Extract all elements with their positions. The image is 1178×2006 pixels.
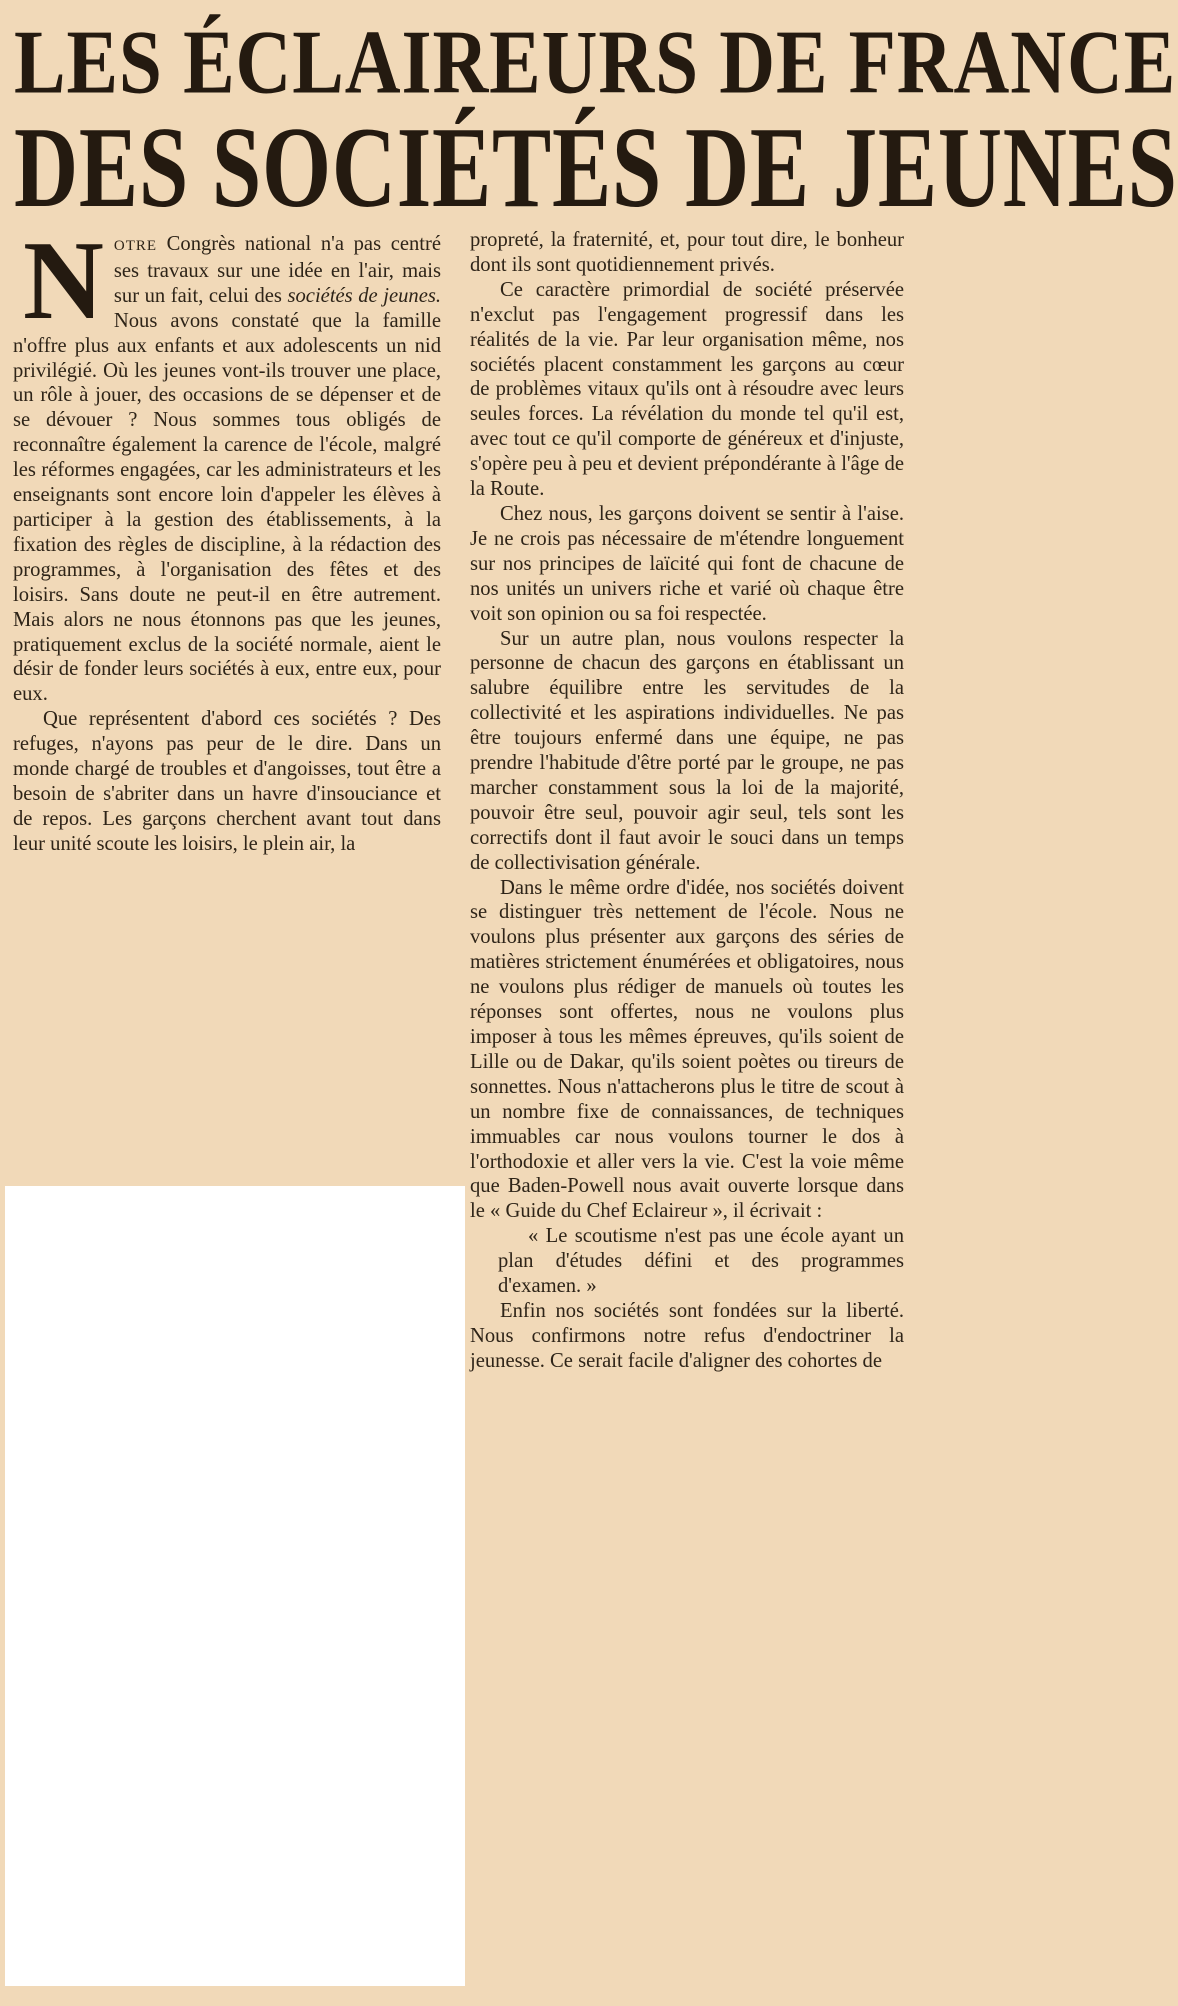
paragraph: Que représentent d'abord ces sociétés ? Des refuges, n'ayons pas peur de le dire. Dans un monde chargé de troubles et d'angoisses, tout être a besoin de s'abriter dans un havre d'insouciance et de repos. Les garçons cherchent avant tout dans leur unité scoute les loisirs, le plein air, la <box>13 708 441 855</box>
blank-area <box>5 1186 465 1986</box>
block-quote: « Le scoutisme n'est pas une école ayant un plan d'études défini et des programmes d'examen. » <box>498 1225 904 1298</box>
paragraph: Sur un autre plan, nous voulons respecter la personne de chacun des garçons en établissant un salubre équilibre entre les servitudes de la collectivité et les aspirations individuelles. Ne pas être toujours enfermé dans une équipe, ne pas prendre l'habitude d'être porté par le groupe, ne pas marcher constamment sous la loi de la majorité, pouvoir être seul, pouvoir agir seul, tels sont les correctifs dont il faut avoir le souci dans un temps de collectivisation générale. <box>470 627 904 874</box>
drop-cap: N <box>23 219 104 343</box>
paragraph: propreté, la fraternité, et, pour tout dire, le bonheur dont ils sont quotidiennement privés. <box>470 229 904 276</box>
paragraph-text: Nous avons constaté que la famille n'offre plus aux enfants et aux adolescents un nid privilégié. Où les jeunes vont-ils trouver une place, un rôle à jouer, des occasions de se dépenser et de se dévouer ? Nous sommes tous obligés de reconnaître également la carence de l'école, malgré les réformes engagées, car les administrateurs et les enseignants sont encore loin d'appeler les élèves à participer à la gestion des établissements, à la fixation des règles de discipline, à la rédaction des programmes, à l'organisation des fêtes et des loisirs. Sans doute ne peut-il en être autrement. Mais alors ne nous étonnons pas que les jeunes, pratiquement exclus de la société normale, aient le désir de fonder leurs sociétés à eux, entre eux, pour eux. <box>13 309 441 706</box>
paragraph <box>13 219 441 707</box>
paragraph: Chez nous, les garçons doivent se sentir à l'aise. Je ne crois pas nécessaire de m'étendre longuement sur nos principes de laïcité qui font de chacune de nos unités un univers riche et varié où chaque être voit son opinion ou sa foi respectée. <box>470 502 904 625</box>
article-column-1 <box>13 219 441 857</box>
paragraph: Ce caractère primordial de société préservée n'exclut pas l'engagement progressif dans les réalités de la vie. Par leur organisation même, nos sociétés placent constamment les garçons au cœur de problèmes vitaux qu'ils ont à résoudre avec leurs seules forces. La révélation du monde tel qu'il est, avec tout ce qu'il comporte de généreux et d'injuste, s'opère peu à peu et devient prépondérante à l'âge de la Route. <box>470 278 904 501</box>
paragraph: Enfin nos sociétés sont fondées sur la liberté. Nous confirmons notre refus d'endoctriner la jeunesse. Ce serait facile d'aligner des cohortes de <box>470 1299 904 1372</box>
paragraph-text: Congrès national n'a pas centré ses travaux sur une idée en l'air, mais sur un fait, celui des <box>113 233 441 307</box>
headline-line-2: DES SOCIÉTÉS DE JEUNES <box>14 103 1178 231</box>
paragraph: Dans le même ordre d'idée, nos sociétés doivent se distinguer très nettement de l'école. Nous ne voulons plus présenter aux garçons des séries de matières strictement énumérées et obligatoires, nous ne voulons plus rédiger de manuels où toutes les réponses sont offertes, nous ne voulons plus imposer à tous les mêmes épreuves, qu'ils soient de Lille ou de Dakar, qu'ils soient poètes ou tireurs de sonnettes. Nous n'attacherons plus le titre de scout à un nombre fixe de connaissances, de techniques immuables car nous voulons tourner le dos à l'orthodoxie et aller vers la vie. C'est la voie même que Baden-Powell nous avait ouverte lorsque dans le « Guide du Chef Eclaireur », il écrivait : <box>470 876 904 1223</box>
small-caps-word: OTRE <box>113 238 158 254</box>
italic-phrase: sociétés de jeunes. <box>287 284 441 307</box>
headline-line-1: LES ÉCLAIREURS DE FRANCE <box>14 12 1177 114</box>
article-column-2 <box>470 228 904 1374</box>
